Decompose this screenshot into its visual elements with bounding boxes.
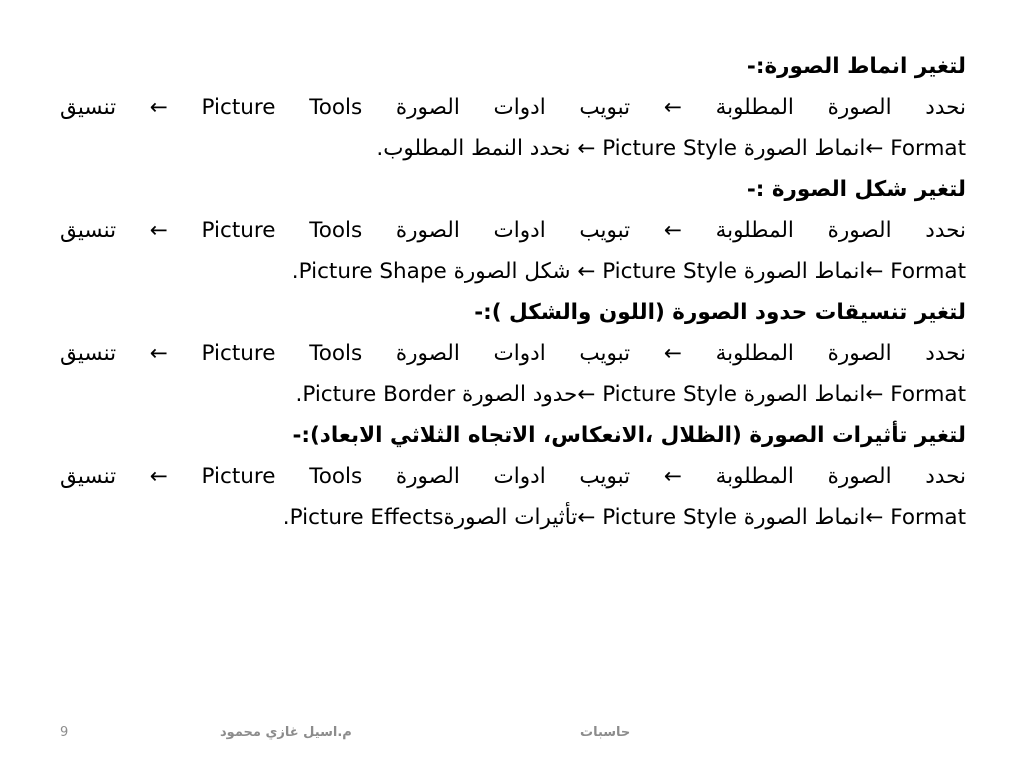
slide-body [60, 46, 966, 538]
slide-footer [0, 718, 1024, 748]
instruction-line: Format ←انماط الصورة Picture Style ← شكل الصورة Picture Shape. [291, 259, 966, 284]
footer-author: م.اسيل غازي محمود [220, 725, 352, 740]
instruction-line: نحدد الصورة المطلوبة ← تبويب ادوات الصورة Picture Tools ← تنسيق [60, 464, 966, 489]
instruction-line: Format ←انماط الصورة Picture Style ←حدود الصورة Picture Border. [295, 382, 966, 407]
footer-subject: حاسبات [580, 725, 631, 740]
section-heading: لتغير شكل الصورة :- [746, 177, 966, 202]
instruction-line: نحدد الصورة المطلوبة ← تبويب ادوات الصورة Picture Tools ← تنسيق [60, 95, 966, 120]
section-heading: لتغير تنسيقات حدود الصورة (اللون والشكل ):- [474, 300, 966, 325]
instruction-line: نحدد الصورة المطلوبة ← تبويب ادوات الصورة Picture Tools ← تنسيق [60, 341, 966, 366]
instruction-line: Format ←انماط الصورة Picture Style ← نحدد النمط المطلوب. [376, 136, 966, 161]
section-heading: لتغير انماط الصورة:- [746, 54, 966, 79]
instruction-line: Format ←انماط الصورة Picture Style ←تأثيرات الصورةPicture Effects. [282, 505, 966, 530]
page-number: 9 [60, 725, 69, 740]
instruction-line: نحدد الصورة المطلوبة ← تبويب ادوات الصورة Picture Tools ← تنسيق [60, 218, 966, 243]
section-heading: لتغير تأثيرات الصورة (الظلال ،الانعكاس، الاتجاه الثلاثي الابعاد):- [292, 423, 966, 448]
